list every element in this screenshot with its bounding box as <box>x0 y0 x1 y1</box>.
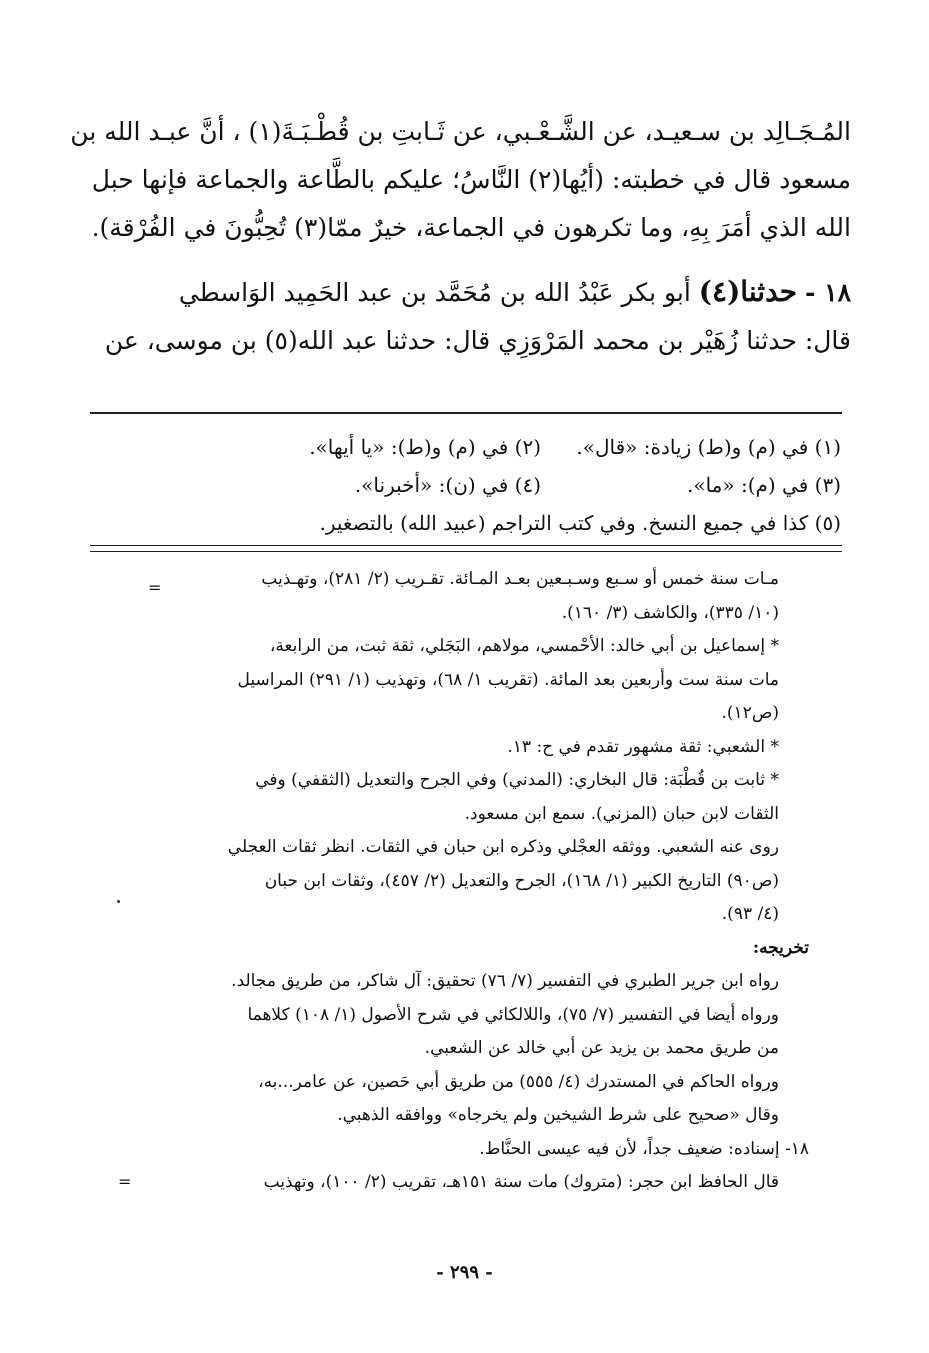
commentary-separator <box>90 545 842 552</box>
haddathana-word: حدثنا(٤) <box>698 275 798 308</box>
footnote-3: (٣) في (م): «ما». <box>686 473 841 497</box>
takhrij-heading: تخريجه: <box>752 937 809 958</box>
takhrij-line: من طريق محمد بن يزيد عن أبي خالد عن الشعبي. <box>424 1038 779 1058</box>
commentary-line: * الشعبي: ثقة مشهور تقدم في ح: ١٣. <box>507 736 779 757</box>
paragraph-gap <box>78 252 851 268</box>
commentary-line: (ص٩٠) التاريخ الكبير (١/ ١٦٨)، الجرح والتعديل (٢/ ٤٥٧)، وثقات ابن حبان <box>264 870 779 891</box>
main-line-4 <box>78 268 851 317</box>
main-line-3: الله الذي أمَرَ بِهِ، وما تكرهون في الجماعة، خيرٌ ممّا(٣) تُحِبُّونَ في الفُرْقة). <box>91 213 851 242</box>
page-number: - ٢٩٩ - <box>436 1262 493 1283</box>
footnote-4: (٤) في (ن): «أخبرنا». <box>354 473 541 497</box>
takhrij-line: رواه ابن جرير الطبري في التفسير (٧/ ٧٦) تحقيق: آل شاكر، من طريق مجالد. <box>231 971 779 991</box>
commentary-last-line: قال الحافظ ابن حجر: (متروك) مات سنة ١٥١هـ، تقريب (٢/ ١٠٠)، وتهذيب <box>263 1172 779 1192</box>
hadith-number: ١٨ - <box>805 278 851 307</box>
isnad-line: ١٨- إسناده: ضعيف جداً، لأن فيه عيسى الحنَّاط. <box>479 1138 809 1159</box>
continuation-mark-end: = <box>118 1172 132 1191</box>
footnote-5: (٥) كذا في جميع النسخ. وفي كتب التراجم (عبيد الله) بالتصغير. <box>319 511 841 535</box>
footnote-1: (١) في (م) و(ط) زيادة: «قال». <box>576 435 841 459</box>
main-text <box>70 108 851 365</box>
main-line-1: المُـجَـالِد بن سـعيـد، عن الشَّـعْـبي، عن ثَـابتِ بن قُطْـبَـةَ(١) ، أنَّ عبـد الله بن <box>70 117 851 146</box>
commentary-line: الثقات لابن حبان (المزني). سمع ابن مسعود. <box>464 803 779 824</box>
commentary-line: مـات سنة خمس أو سـبع وسـبـعين بعـد المـائة. تقـريب (٢/ ٢٨١)، وتهـذيب <box>261 569 779 589</box>
footnote-2: (٢) في (م) و(ط): «يا أيها». <box>309 435 541 459</box>
takhrij-line: ورواه الحاكم في المستدرك (٤/ ٥٥٥) من طريق أبي حَصين، عن عامر...به، <box>258 1071 779 1092</box>
footnotes <box>170 428 841 542</box>
continuation-mark: = <box>148 578 162 597</box>
commentary-text <box>95 563 809 1200</box>
commentary-line: روى عنه الشعبي. ووثقه العجْلي وذكره ابن حبان في الثقات. انظر ثقات العجلي <box>227 837 779 857</box>
footnote-row <box>170 428 841 466</box>
main-line-2: مسعود قال في خطبته: (أيُها(٢) النَّاسُ؛ عليكم بالطَّاعة والجماعة فإنها حبل <box>91 165 851 194</box>
takhrij-line: ورواه أيضا في التفسير (٧/ ٧٥)، واللالكائي في شرح الأصول (١/ ١٠٨) كلاهما <box>247 1004 779 1025</box>
footnote-row <box>170 504 841 542</box>
footnote-row <box>170 466 841 504</box>
main-line-5: قال: حدثنا زُهَيْر بن محمد المَرْوَزِي قال: حدثنا عبد الله(٥) بن موسى، عن <box>104 326 851 355</box>
stray-dot <box>117 900 120 903</box>
commentary-line: (١٠/ ٣٣٥)، والكاشف (٣/ ١٦٠). <box>561 602 779 623</box>
takhrij-line: وقال «صحيح على شرط الشيخين ولم يخرجاه» ووافقه الذهبي. <box>337 1105 779 1125</box>
commentary-line: (٤/ ٩٣). <box>721 904 779 924</box>
commentary-line: * ثابت بن قُطْبَة: قال البخاري: (المدني) وفي الجرح والتعديل (الثقفي) وفي <box>255 770 779 790</box>
main-line-4-rest: أبو بكر عَبْدُ الله بن مُحَمَّد بن عبد الحَمِيد الوَاسطي <box>178 278 691 307</box>
commentary-line: * إسماعيل بن أبي خالد: الأحْمسي، مولاهم، البَجَلي، ثقة ثبت، من الرابعة، <box>269 636 779 656</box>
commentary-line: (ص١٢). <box>721 703 779 723</box>
commentary-line: مات سنة ست وأربعين بعد المائة. (تقريب ١/ ٦٨)، وتهذيب (١/ ٢٩١) المراسيل <box>237 669 779 690</box>
footnote-separator <box>90 412 842 414</box>
